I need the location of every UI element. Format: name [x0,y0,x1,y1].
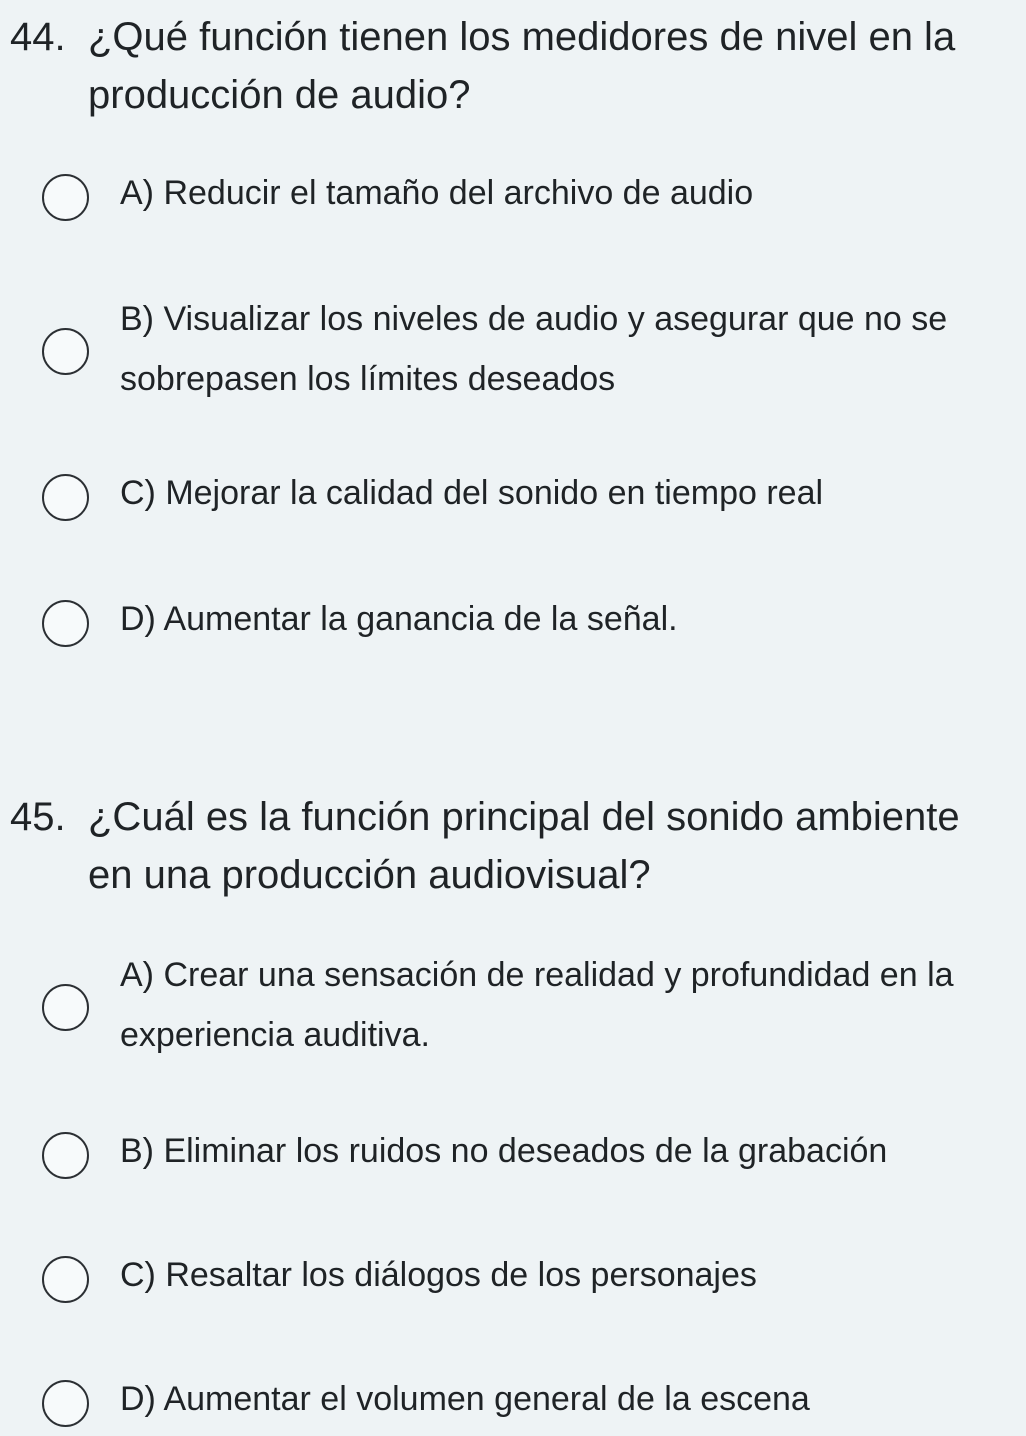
option-label: C) Resaltar los diálogos de los personajes [120,1256,757,1294]
option-label-line2: experiencia auditiva. [120,1016,430,1054]
option-44-a[interactable] [42,168,1012,228]
option-label: C) Mejorar la calidad del sonido en tiempo real [120,474,824,512]
radio-button[interactable] [42,174,89,221]
radio-button[interactable] [42,474,89,521]
option-label-line1: B) Visualizar los niveles de audio y asegurar que no se [120,300,948,338]
question-title [10,788,1020,904]
radio-button[interactable] [42,1380,89,1427]
option-label: D) Aumentar la ganancia de la señal. [120,600,678,638]
option-44-d[interactable] [42,594,1012,654]
option-label-line1: A) Crear una sensación de realidad y profundidad en la [120,956,954,994]
radio-button[interactable] [42,600,89,647]
question-text-line2: producción de audio? [88,73,471,117]
radio-button[interactable] [42,328,89,375]
question-number: 44. [10,15,66,59]
question-text-line1: ¿Cuál es la función principal del sonido ambiente [88,795,960,839]
question-text-line2: en una producción audiovisual? [88,853,651,897]
radio-button[interactable] [42,1256,89,1303]
radio-button[interactable] [42,984,89,1031]
question-number: 45. [10,795,66,839]
option-label-line2: sobrepasen los límites deseados [120,360,616,398]
option-45-d[interactable] [42,1374,1012,1434]
question-title [10,8,1020,124]
radio-button[interactable] [42,1132,89,1179]
option-44-c[interactable] [42,468,1012,528]
option-label: A) Reducir el tamaño del archivo de audio [120,174,754,212]
option-label: B) Eliminar los ruidos no deseados de la grabación [120,1132,888,1170]
question-text-line1: ¿Qué función tienen los medidores de nivel en la [88,15,956,59]
option-45-b[interactable] [42,1126,1012,1186]
option-label: D) Aumentar el volumen general de la escena [120,1380,810,1418]
option-44-b[interactable] [42,292,1012,412]
option-45-a[interactable] [42,948,1012,1068]
option-45-c[interactable] [42,1250,1012,1310]
